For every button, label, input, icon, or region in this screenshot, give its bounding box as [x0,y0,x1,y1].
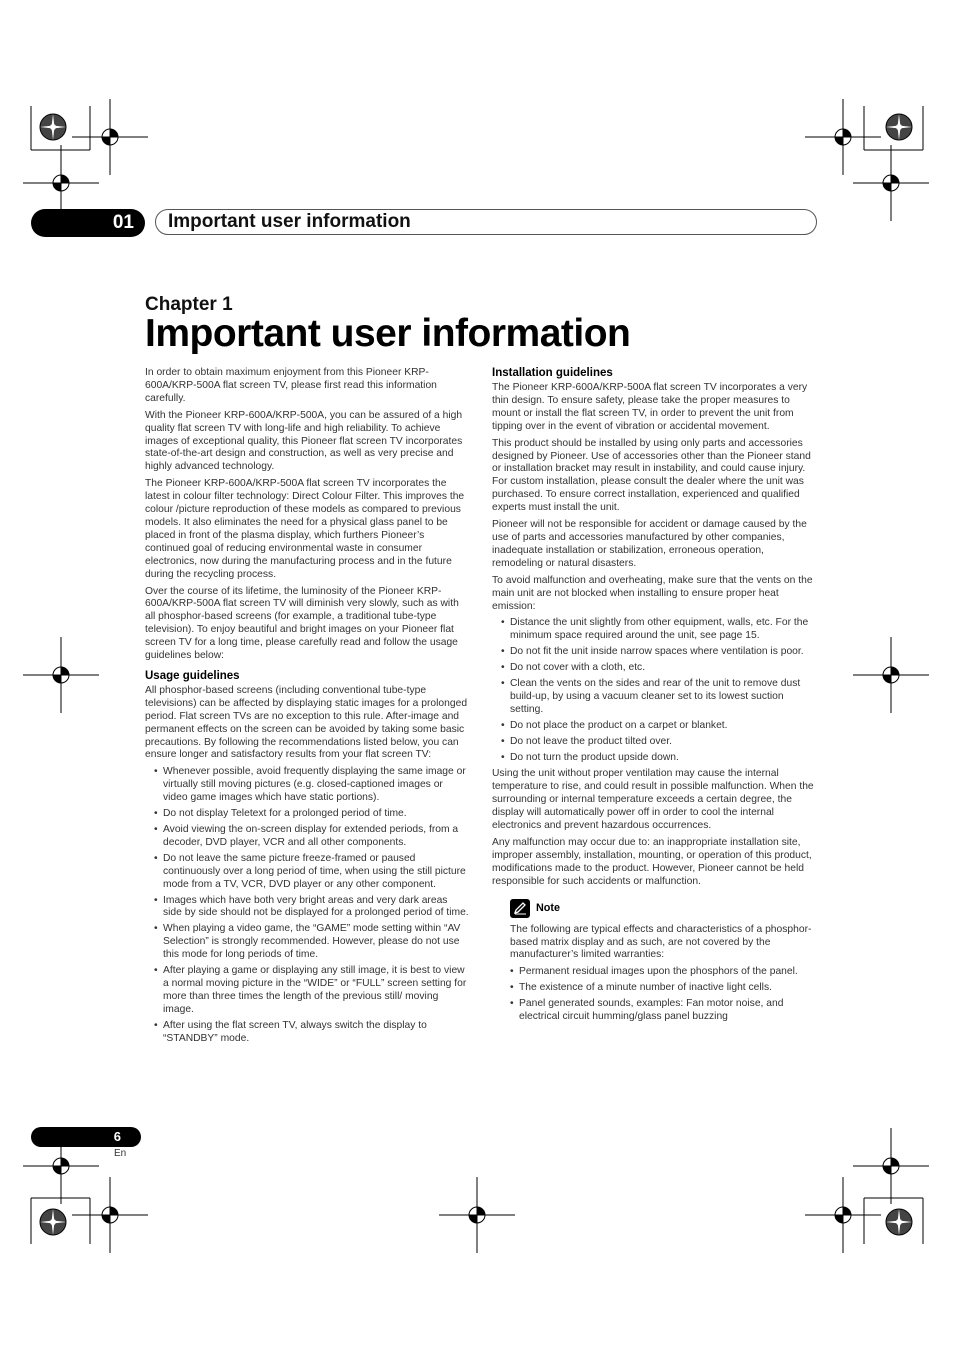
list-item: • Avoid viewing the on-screen display for extended periods, from a decoder, DVD player, VCR and all other components. [145,824,469,850]
intro-paragraph: Over the course of its lifetime, the luminosity of the Pioneer KRP-600A/KRP-500A flat screen TV will diminish very slowly, such as with all phosphor-based screens (for example, a traditional tube-type television). To enjoy beautiful and bright images on your Pioneer flat screen TV for a long time, please carefully read and follow the usage guidelines below: [145,585,459,662]
ventilation-paragraph: Using the unit without proper ventilation may cause the internal temperature to rise, and could result in possible malfunction. When the surrounding or internal temperature exceeds a certain degree, the display will automatically power off in order to cool the internal electronics and prevent hazardous occurrences. [492,768,814,832]
list-item: • Panel generated sounds, examples: Fan motor noise, and electrical circuit humming/glass panel buzzing [510,998,816,1024]
install-paragraph: Pioneer will not be responsible for accident or damage caused by the use of parts and accessories manufactured by other companies, inadequate installation or stabilization, erroneous operation, remodeling or natural disasters. [492,519,807,569]
note-bullet-list [510,966,816,1024]
usage-intro: All phosphor-based screens (including conventional tube-type televisions) can be affected by displaying static images for a prolonged period. Flat screen TVs are no exception to this rule. After-image and permanent effects on the screen can be avoided by taking some basic precautions. By following the recommendations listed below, you can ensure longer and satisfactory results from your flat screen TV: [145,684,468,761]
usage-bullet-list [145,766,469,1045]
page-title: Important user information [145,312,631,355]
list-item: • Images which have both very bright areas and very dark areas side by side should not be displayed for a prolonged period of time. [145,895,469,921]
list-item: • After using the flat screen TV, always switch the display to “STANDBY” mode. [145,1020,469,1046]
install-paragraph: To avoid malfunction and overheating, make sure that the vents on the main unit are not blocked when installing to ensure proper heat emission: [492,574,813,612]
list-item: • Do not cover with a cloth, etc. [492,662,816,675]
note-box [510,899,816,1024]
list-item: • When playing a video game, the “GAME” mode setting within “AV Selection” is strongly recommended. However, please do not use this mode for long periods of time. [145,923,469,962]
list-item: • After playing a game or displaying any still image, it is best to view a normal moving picture in the “WIDE” or “FULL” screen setting for more than three times the length of the previous still/ moving image. [145,965,469,1017]
malfunction-paragraph: Any malfunction may occur due to: an inappropriate installation site, improper assembly, installation, mounting, or operation of this product, modifications made to the product. However, Pioneer cannot be held responsible for such accidents or malfunction. [492,837,812,887]
intro-paragraph: In order to obtain maximum enjoyment from this Pioneer KRP-600A/KRP-500A flat screen TV, please first read this information carefully. [145,367,437,404]
pencil-note-icon [510,899,530,918]
note-intro: The following are typical effects and characteristics of a phosphor-based matrix display and as such, are not covered by the manufacturer’s limited warranties: [510,923,812,961]
page-number-badge: 6 [31,1127,141,1147]
chapter-number-badge: 01 [31,209,145,237]
list-item: • Whenever possible, avoid frequently displaying the same image or virtually still moving pictures (e.g. closed-captioned images or video game images which have static portions). [145,766,469,805]
install-paragraph: This product should be installed by using only parts and accessories designed by Pioneer. Use of accessories other than the Pioneer stand or installation bracket may result in instability, and could cause injury. For custom installation, please consult the dealer where the unit was purchased. To ensure correct installation, experienced and qualified experts must install the unit. [492,437,811,514]
usage-guidelines-heading: Usage guidelines [145,669,240,682]
intro-paragraph: With the Pioneer KRP-600A/KRP-500A, you can be assured of a high quality flat screen TV with long-life and high reliability. To achieve images of exceptional quality, this Pioneer flat screen TV incorporates state-of-the-art design and construction, as well as very precise and highly advanced technology. [145,409,463,473]
intro-paragraph: The Pioneer KRP-600A/KRP-500A flat screen TV incorporates the latest in colour filter technology: Direct Colour Filter. This improves the colour /picture reproduction of these models as compared to previous models. It also eliminates the need for a physical glass panel to be placed in front of the plasma display, which furthers Pioneer’s continued goal of reducing environmental waste in consumer electronics, now during the manufacturing process and in the future during the recycling process. [145,478,465,580]
list-item: • Do not fit the unit inside narrow spaces where ventilation is poor. [492,646,816,659]
language-code: En [114,1148,127,1159]
list-item: • Do not place the product on a carpet or blanket. [492,720,816,733]
left-column [145,367,469,1050]
list-item: • Distance the unit slightly from other equipment, walls, etc. For the minimum space required around the unit, see page 15. [492,617,816,643]
right-column [492,366,816,1028]
list-item: • Do not leave the product tilted over. [492,736,816,749]
list-item: • Clean the vents on the sides and rear of the unit to remove dust build-up, by using a vacuum cleaner set to its lowest suction setting. [492,678,816,717]
list-item: • Do not leave the same picture freeze-framed or paused continuously over a long period of time, when using the still picture mode from a TV, VCR, DVD player or any other component. [145,853,469,892]
list-item: • The existence of a minute number of inactive light cells. [510,982,816,995]
note-header [510,899,816,918]
list-item: • Do not turn the product upside down. [492,752,816,765]
chapter-label: Chapter 1 [145,294,233,315]
install-bullet-list [492,617,816,764]
list-item: • Permanent residual images upon the phosphors of the panel. [510,966,816,979]
note-label: Note [536,901,560,914]
installation-guidelines-heading: Installation guidelines [492,367,613,379]
install-paragraph: The Pioneer KRP-600A/KRP-500A flat screen TV incorporates a very thin design. To ensure safety, please take the proper measures to mount or install the flat screen TV, in order to prevent the unit from tipping over in the event of vibration or accidental movement. [492,382,808,432]
chapter-header-title: Important user information [168,211,411,232]
list-item: • Do not display Teletext for a prolonged period of time. [145,808,469,821]
